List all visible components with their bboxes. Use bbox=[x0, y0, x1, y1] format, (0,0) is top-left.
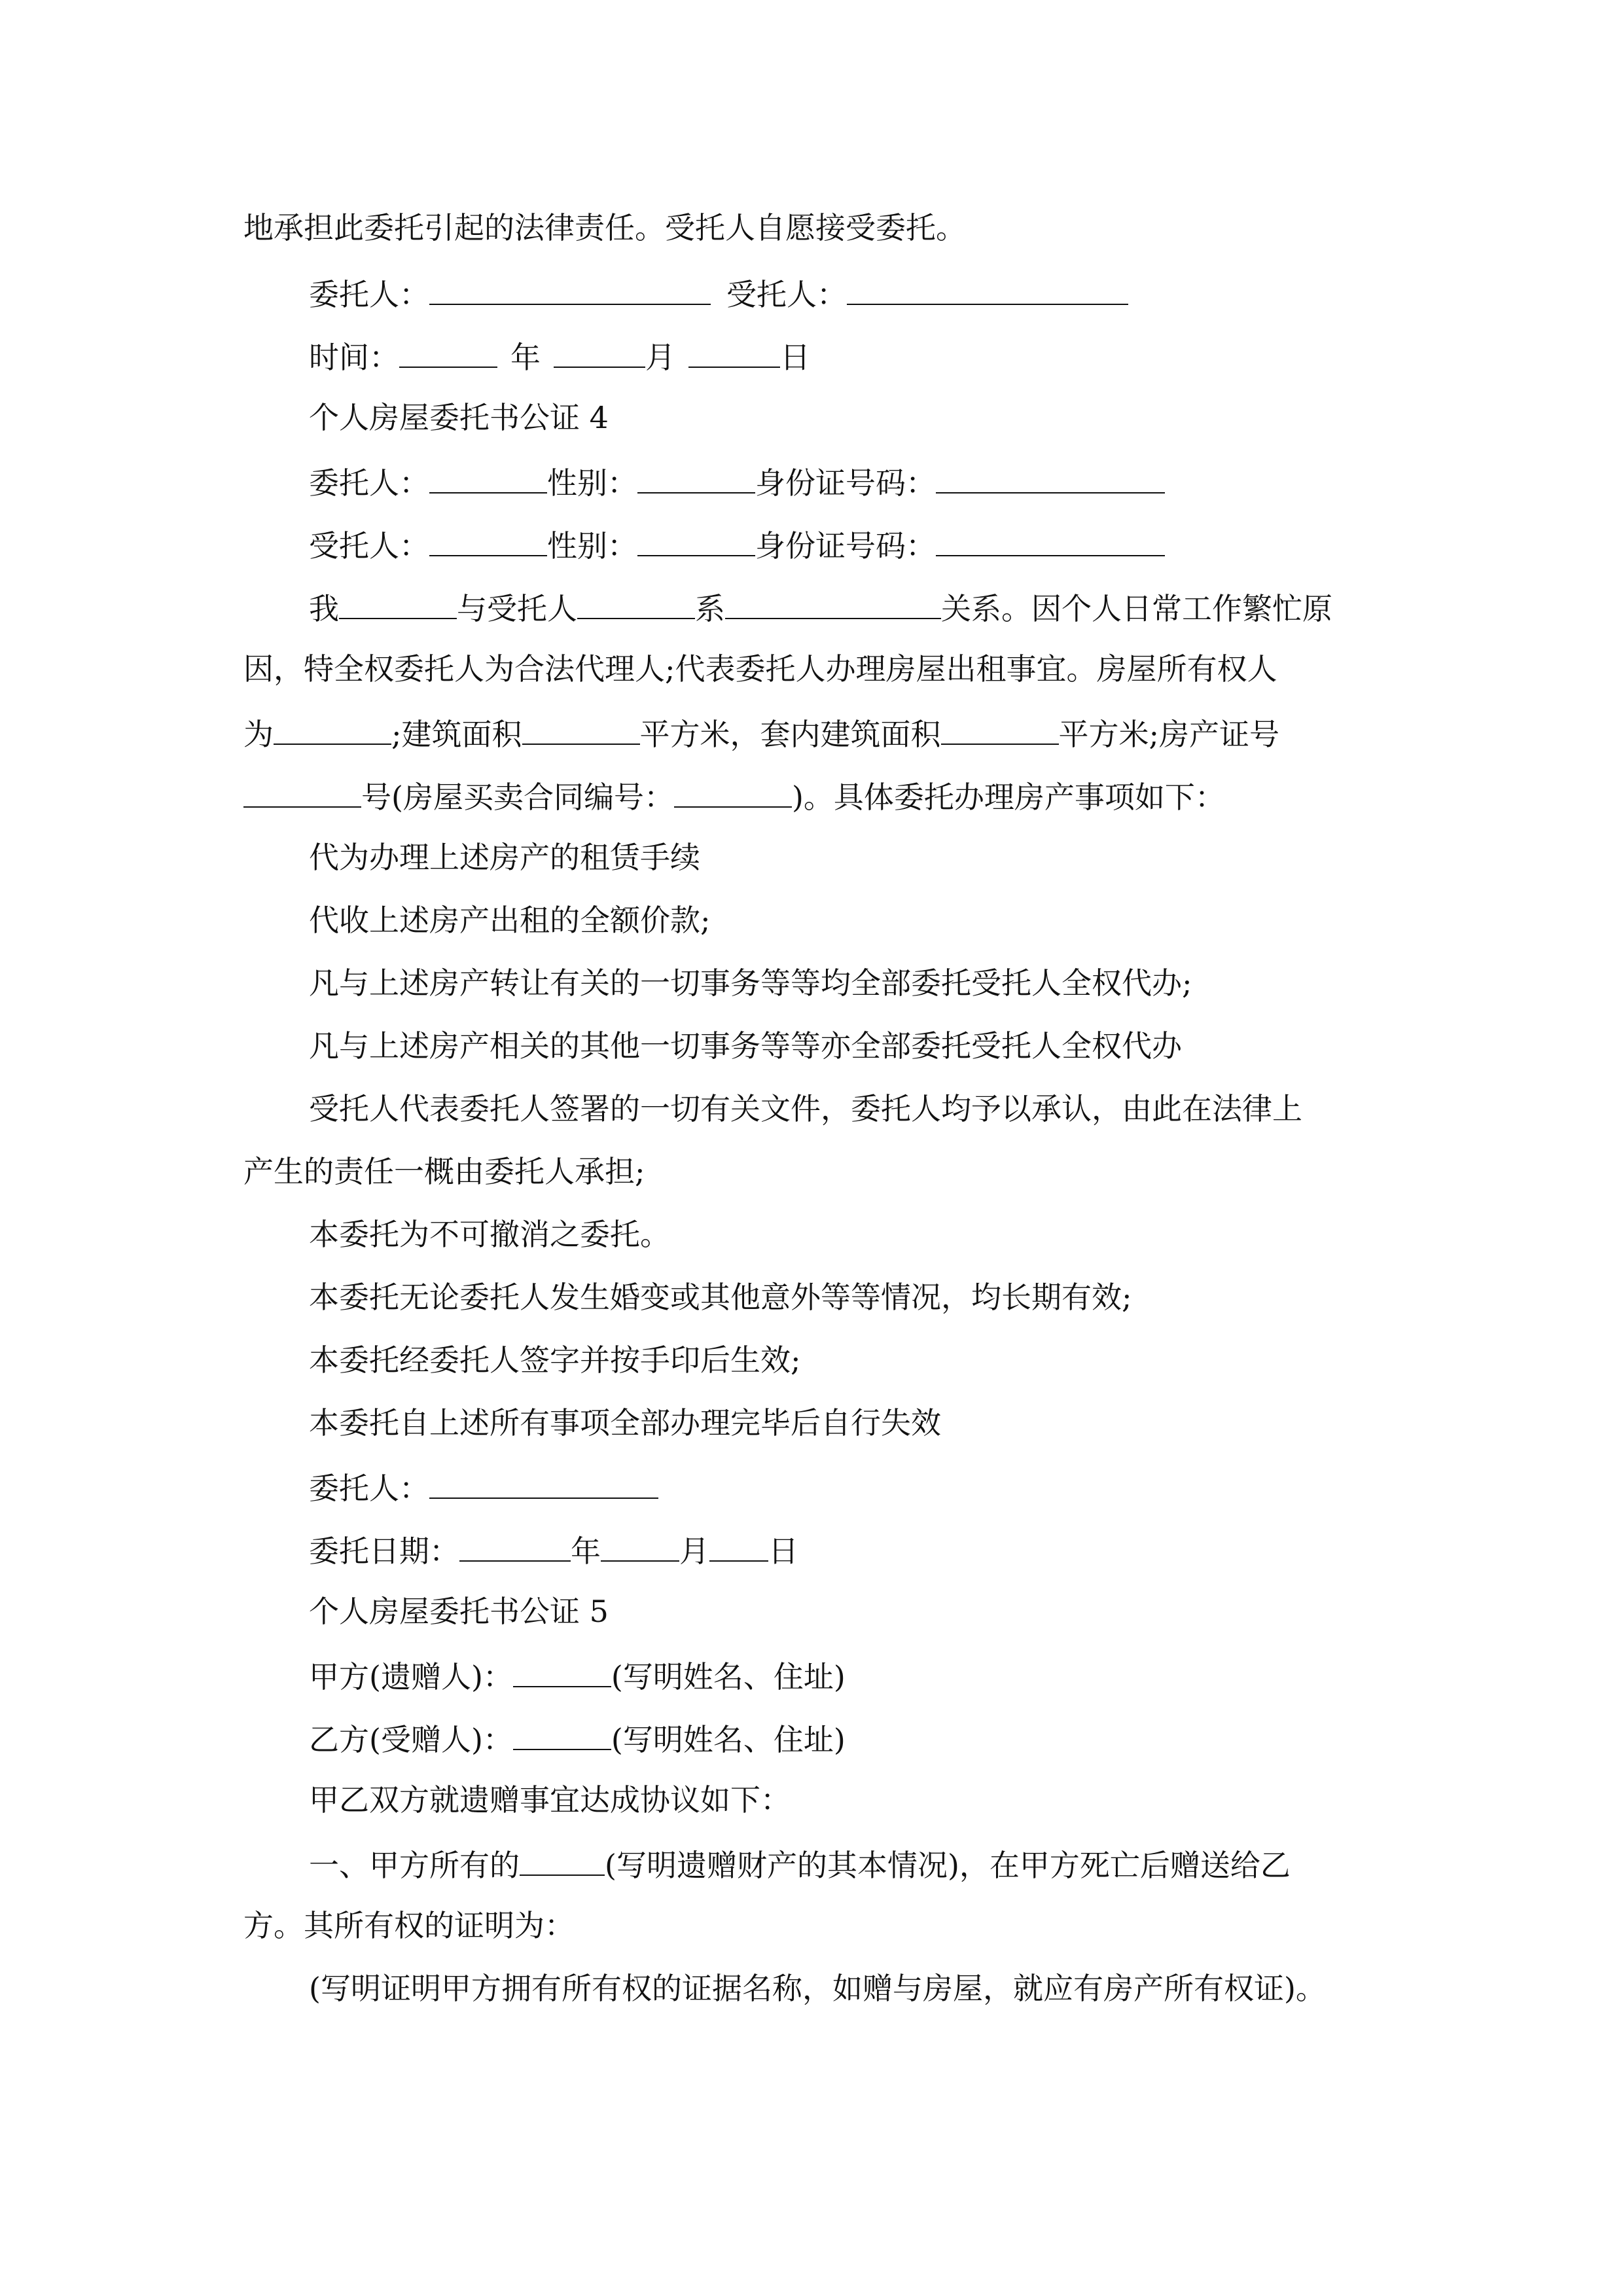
blank bbox=[274, 712, 391, 745]
text-line bbox=[243, 775, 1225, 817]
trustee-blank bbox=[847, 272, 1128, 305]
blank bbox=[243, 775, 361, 808]
day-blank bbox=[688, 335, 780, 368]
gender-blank bbox=[637, 461, 755, 493]
blank bbox=[520, 1843, 605, 1876]
text: 号(房屋买卖合同编号： bbox=[361, 780, 674, 815]
label: 身份证号码： bbox=[755, 528, 936, 564]
text-line bbox=[309, 1843, 1291, 1885]
text: 平方米，套内建筑面积 bbox=[639, 717, 941, 752]
text-line: 甲乙双方就遗赠事宜达成协议如下： bbox=[309, 1782, 791, 1818]
year-blank bbox=[459, 1529, 571, 1562]
label: 委托人： bbox=[309, 1471, 429, 1506]
trustee-info-line bbox=[309, 524, 1165, 565]
label: 性别： bbox=[547, 465, 637, 501]
month-label: 月 bbox=[645, 340, 675, 375]
day-blank bbox=[709, 1529, 768, 1562]
label: 甲方(遗赠人)： bbox=[309, 1659, 513, 1695]
blank bbox=[674, 775, 792, 808]
day-label: 日 bbox=[768, 1534, 798, 1569]
text-line: 本委托为不可撤消之委托。 bbox=[309, 1217, 670, 1252]
label: 性别： bbox=[547, 528, 637, 564]
blank bbox=[522, 712, 640, 745]
name-blank bbox=[429, 461, 547, 493]
text-line: 本委托自上述所有事项全部办理完毕后自行失效 bbox=[309, 1405, 941, 1441]
entrustor-info-line bbox=[309, 461, 1165, 503]
party-a-line bbox=[309, 1655, 846, 1696]
text: )。具体委托办理房产事项如下： bbox=[791, 780, 1225, 815]
label: 受托人： bbox=[309, 528, 429, 564]
text: (写明遗赠财产的其本情况)，在甲方死亡后赠送给乙 bbox=[605, 1848, 1291, 1883]
text-line: 凡与上述房产转让有关的一切事务等等均全部委托受托人全权代办; bbox=[309, 965, 1192, 1001]
text-line: 因，特全权委托人为合法代理人;代表委托人办理房屋出租事宜。房屋所有权人 bbox=[243, 651, 1277, 687]
gender-blank bbox=[637, 524, 755, 556]
label: 委托日期： bbox=[309, 1534, 459, 1569]
text: 一、甲方所有的 bbox=[309, 1848, 520, 1883]
month-label: 月 bbox=[679, 1534, 709, 1569]
text-line: 本委托无论委托人发生婚变或其他意外等等情况，均长期有效; bbox=[309, 1280, 1132, 1315]
year-blank bbox=[399, 335, 497, 368]
text: 我 bbox=[309, 591, 339, 626]
day-label: 日 bbox=[780, 340, 810, 375]
text-line bbox=[309, 586, 1332, 628]
text-line: 本委托经委托人签字并按手印后生效; bbox=[309, 1342, 801, 1378]
text: 系 bbox=[695, 591, 725, 626]
entrustor-label: 委托人： bbox=[309, 277, 429, 312]
entrustor-blank bbox=[429, 272, 711, 305]
signature-line bbox=[309, 1466, 658, 1508]
month-blank bbox=[554, 335, 645, 368]
text: 平方米;房产证号 bbox=[1058, 717, 1279, 752]
blank bbox=[725, 586, 941, 619]
party-b-line bbox=[309, 1717, 846, 1759]
text: 关系。因个人日常工作繁忙原 bbox=[941, 591, 1332, 626]
name-blank bbox=[429, 524, 547, 556]
blank bbox=[577, 586, 695, 619]
section-heading: 个人房屋委托书公证 4 bbox=[309, 400, 609, 435]
date-line bbox=[309, 1529, 798, 1571]
text-line: 方。其所有权的证明为： bbox=[243, 1908, 575, 1943]
blank bbox=[513, 1717, 611, 1750]
date-line bbox=[309, 335, 810, 377]
label: 乙方(受赠人)： bbox=[309, 1722, 513, 1757]
text-line: 代收上述房产出租的全额价款; bbox=[309, 903, 711, 938]
section-heading: 个人房屋委托书公证 5 bbox=[309, 1594, 609, 1629]
text-line: 地承担此委托引起的法律责任。受托人自愿接受委托。 bbox=[243, 210, 966, 245]
blank bbox=[339, 586, 457, 619]
id-blank bbox=[936, 524, 1165, 556]
text-line: 产生的责任一概由委托人承担; bbox=[243, 1154, 645, 1189]
text: 为 bbox=[243, 717, 274, 752]
year-label: 年 bbox=[571, 1534, 601, 1569]
text-line: 受托人代表委托人签署的一切有关文件，委托人均予以承认，由此在法律上 bbox=[309, 1091, 1302, 1126]
trustee-label: 受托人： bbox=[726, 277, 847, 312]
label: 委托人： bbox=[309, 465, 429, 501]
text: (写明姓名、住址) bbox=[611, 1659, 846, 1695]
blank bbox=[513, 1655, 611, 1687]
blank bbox=[941, 712, 1059, 745]
signature-blank bbox=[429, 1466, 658, 1499]
month-blank bbox=[601, 1529, 679, 1562]
text: 与受托人 bbox=[457, 591, 577, 626]
label: 身份证号码： bbox=[755, 465, 936, 501]
id-blank bbox=[936, 461, 1165, 493]
text: ;建筑面积 bbox=[391, 717, 522, 752]
text-line: 凡与上述房产相关的其他一切事务等等亦全部委托受托人全权代办 bbox=[309, 1028, 1182, 1064]
text: (写明姓名、住址) bbox=[611, 1722, 846, 1757]
signature-line bbox=[309, 272, 1128, 314]
year-label: 年 bbox=[510, 340, 541, 375]
time-label: 时间： bbox=[309, 340, 399, 375]
text-line bbox=[243, 712, 1279, 754]
text-line: (写明证明甲方拥有所有权的证据名称，如赠与房屋，就应有房产所有权证)。 bbox=[309, 1971, 1326, 2006]
text-line: 代为办理上述房产的租赁手续 bbox=[309, 840, 700, 875]
